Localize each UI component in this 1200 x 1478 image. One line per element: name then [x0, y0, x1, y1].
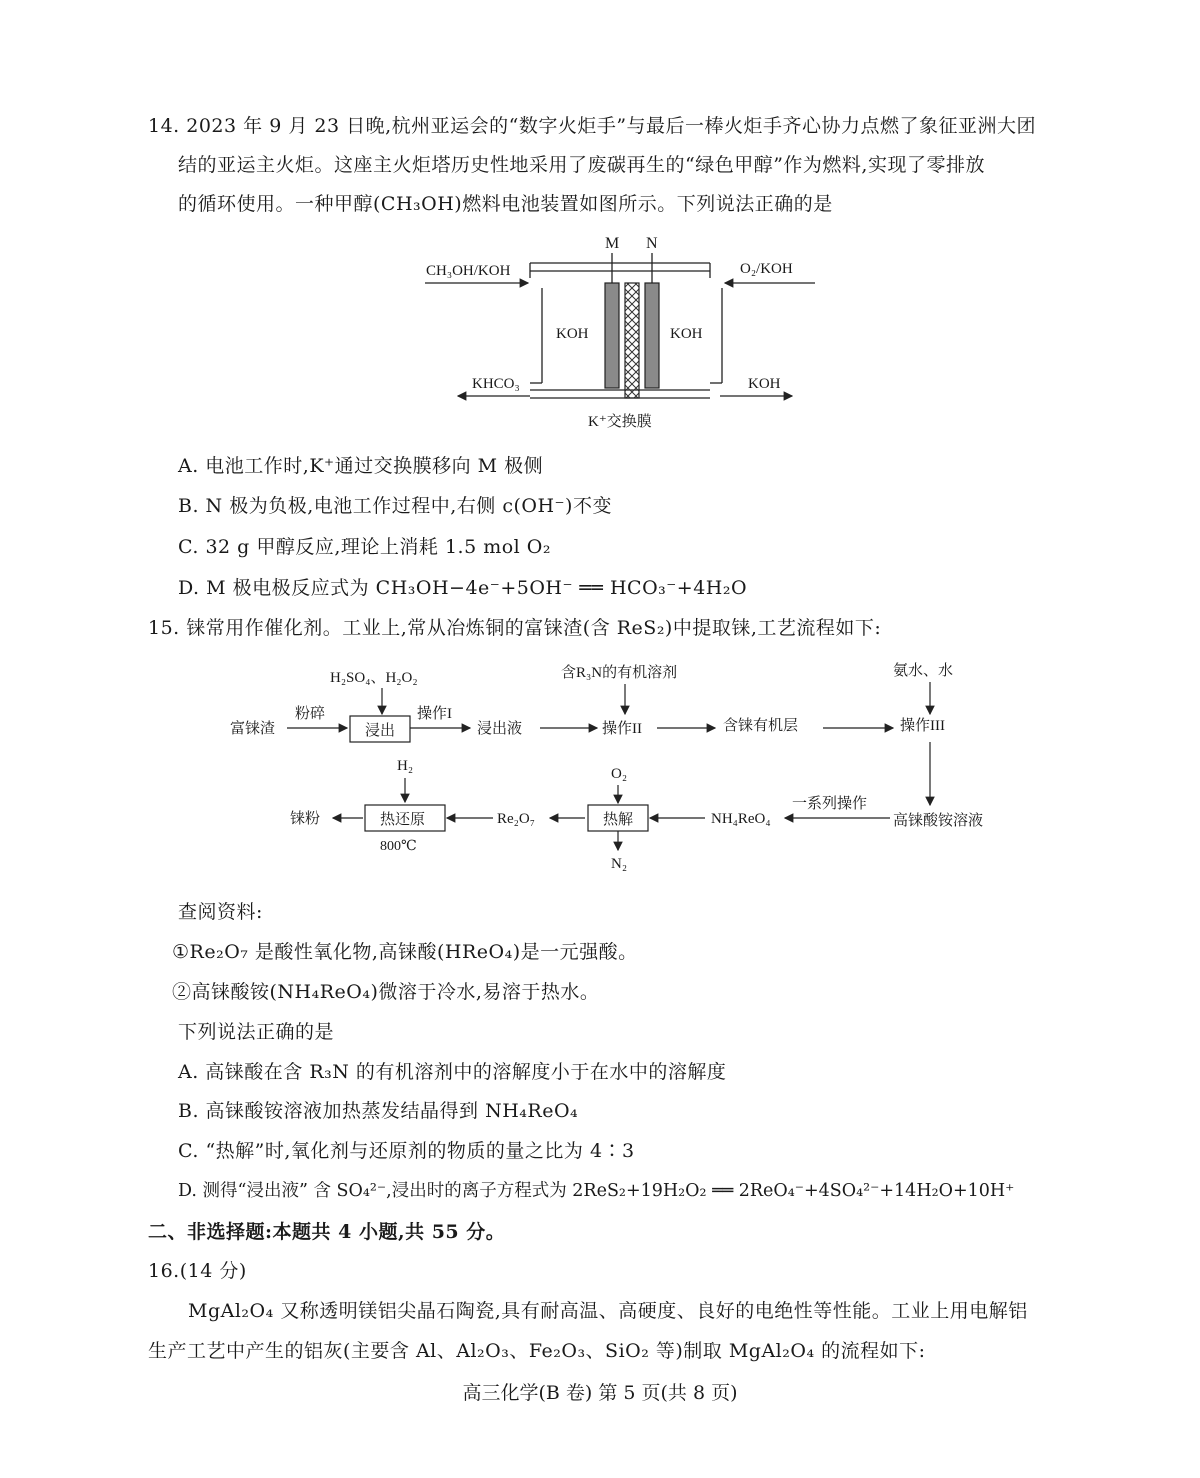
flow-reagent3: 氨水、水	[893, 663, 954, 679]
section-2-heading: 二、非选择题:本题共 4 小题,共 55 分。	[148, 1221, 506, 1243]
q15-option-a: A. 高铼酸在含 R₃N 的有机溶剂中的溶解度小于在水中的溶解度	[178, 1061, 727, 1083]
q14-stem-line-2: 结的亚运主火炬。这座主火炬塔历史性地采用了废碳再生的“绿色甲醇”作为燃料,实现了零排放	[178, 154, 985, 176]
fuel-cell-diagram	[420, 228, 820, 438]
q15-option-d: D. 测得“浸出液” 含 SO₄²⁻,浸出时的离子方程式为 2ReS₂+19H₂O₂ ══ 2ReO₄⁻+4SO₄²⁻+14H₂O+10H⁺	[178, 1181, 1015, 1201]
q14-option-c: C. 32 g 甲醇反应,理论上消耗 1.5 mol O₂	[178, 536, 551, 558]
flow-n2: N₂	[611, 856, 628, 872]
label-left-out: KHCO₃	[472, 376, 520, 392]
flow-leach: 浸出	[365, 723, 396, 739]
flow-pyrolysis: 热解	[603, 812, 634, 828]
flow-op3: 操作III	[900, 718, 945, 734]
q15-option-c: C. “热解”时,氧化剂与还原剂的物质的量之比为 4∶3	[178, 1140, 635, 1162]
q15-ask: 下列说法正确的是	[178, 1021, 335, 1043]
label-right-mid: KOH	[670, 326, 703, 342]
flow-org-layer: 含铼有机层	[723, 718, 799, 734]
label-left-in: CH₃OH/KOH	[426, 263, 511, 279]
label-m: M	[605, 235, 620, 252]
label-left-mid: KOH	[556, 326, 589, 342]
electrode-m	[605, 283, 619, 388]
flow-h2: H₂	[397, 758, 414, 774]
q16-line-1: MgAl₂O₄ 又称透明镁铝尖晶石陶瓷,具有耐高温、高硬度、良好的电绝性等性能。工业上用电解铝	[188, 1300, 1028, 1322]
flow-re2o7: Re₂O₇	[497, 811, 535, 827]
q15-stem: 15. 铼常用作催化剂。工业上,常从冶炼铜的富铼渣(含 ReS₂)中提取铼,工艺流程如下:	[148, 617, 882, 639]
flow-series-ops: 一系列操作	[792, 796, 868, 812]
flow-nh4reo4: NH₄ReO₄	[711, 811, 771, 827]
rhenium-process-flowchart	[225, 650, 1015, 880]
q15-note-1: ①Re₂O₇ 是酸性氧化物,高铼酸(HReO₄)是一元强酸。	[172, 941, 638, 963]
exchange-membrane	[625, 283, 639, 398]
page-footer: 高三化学(B 卷) 第 5 页(共 8 页)	[462, 1382, 738, 1404]
flow-leachate: 浸出液	[477, 721, 523, 737]
q14-option-b: B. N 极为负极,电池工作过程中,右侧 c(OH⁻)不变	[178, 495, 612, 517]
label-n: N	[646, 235, 658, 252]
flow-reagent2: 含R₃N的有机溶剂	[561, 665, 678, 681]
flow-crush: 粉碎	[295, 706, 326, 722]
flow-re-powder: 铼粉	[290, 811, 321, 827]
q14-option-d: D. M 极电极反应式为 CH₃OH−4e⁻+5OH⁻ ══ HCO₃⁻+4H₂O	[178, 577, 748, 599]
q14-stem-line-3: 的循环使用。一种甲醇(CH₃OH)燃料电池装置如图所示。下列说法正确的是	[178, 193, 833, 215]
label-right-out: KOH	[748, 376, 781, 392]
q14-stem-line-1: 14. 2023 年 9 月 23 日晚,杭州亚运会的“数字火炬手”与最后一棒火炬手齐心协力点燃了象征亚洲大团	[148, 115, 1037, 137]
q15-option-b: B. 高铼酸铵溶液加热蒸发结晶得到 NH₄ReO₄	[178, 1100, 579, 1122]
q15-notes-title: 查阅资料:	[178, 901, 263, 923]
flow-op2: 操作II	[602, 721, 642, 737]
flow-reagent1: H₂SO₄、H₂O₂	[330, 670, 418, 686]
flow-hot-reduce: 热还原	[380, 812, 426, 828]
label-membrane: K⁺交换膜	[588, 414, 652, 430]
flow-ammonium-solution: 高铼酸铵溶液	[893, 813, 984, 829]
flow-op1: 操作I	[417, 706, 452, 722]
flow-o2: O₂	[611, 766, 628, 782]
q15-note-2: ②高铼酸铵(NH₄ReO₄)微溶于冷水,易溶于热水。	[172, 981, 600, 1003]
q16-line-2: 生产工艺中产生的铝灰(主要含 Al、Al₂O₃、Fe₂O₃、SiO₂ 等)制取 MgAl₂O₄ 的流程如下:	[148, 1340, 926, 1362]
electrode-n	[645, 283, 659, 388]
label-right-in: O₂/KOH	[740, 261, 793, 277]
q14-option-a: A. 电池工作时,K⁺通过交换膜移向 M 极侧	[178, 455, 544, 477]
flow-temp: 800℃	[380, 839, 417, 854]
q16-head: 16.(14 分)	[148, 1260, 247, 1282]
flow-raw: 富铼渣	[230, 721, 276, 737]
